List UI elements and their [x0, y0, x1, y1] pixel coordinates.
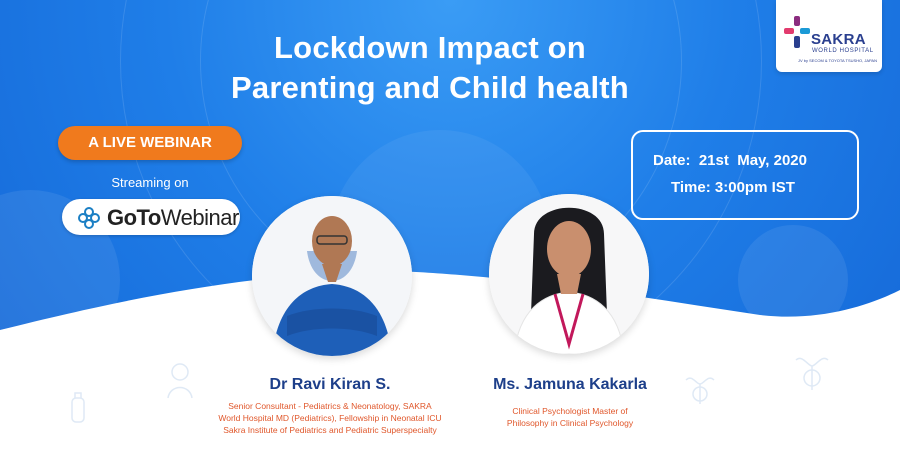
logo-subtitle: WORLD HOSPITAL [812, 48, 874, 54]
uterus-doodle-icon [790, 350, 834, 394]
gotowebinar-flower-icon [78, 207, 100, 229]
speaker-desc-line: Sakra Institute of Pediatrics and Pediatric Superspecialty [223, 425, 437, 435]
speaker-desc-line: Philosophy in Clinical Psychology [506, 418, 634, 428]
title-line-2: Parenting and Child health [231, 70, 629, 105]
speaker-desc-jamuna [460, 405, 680, 429]
speaker-name-ravi: Dr Ravi Kiran S. [269, 376, 391, 393]
page-title [150, 28, 710, 108]
event-date: Date: 21st May, 2020 [653, 152, 807, 169]
platform-name: GoToWebinar [107, 205, 239, 230]
streaming-label: Streaming on [111, 175, 189, 190]
logo-tagline: JV by SECOM & TOYOTA TSUSHO, JAPAN [798, 58, 877, 63]
event-time: Time: 3:00pm IST [671, 179, 795, 196]
gotowebinar-logo [62, 199, 240, 235]
title-line-1: Lockdown Impact on [274, 30, 586, 65]
baby-doodle-icon [160, 360, 200, 400]
sakra-cross-icon [784, 14, 810, 50]
speaker-desc-line: World Hospital MD (Pediatrics), Fellowship in Neonatal ICU [218, 413, 442, 423]
sakra-logo [776, 0, 882, 72]
uterus-doodle-icon [680, 370, 720, 410]
speaker-desc-ravi [190, 400, 470, 436]
logo-name: SAKRA [811, 31, 866, 48]
speaker-desc-line: Senior Consultant - Pediatrics & Neonatology, SAKRA [228, 401, 432, 411]
live-webinar-badge: A LIVE WEBINAR [58, 126, 242, 160]
speaker-photo-jamuna [489, 194, 649, 354]
speaker-photo-ravi [252, 196, 412, 356]
bottle-doodle-icon [60, 390, 96, 426]
schedule-box [631, 130, 859, 220]
speaker-name-jamuna: Ms. Jamuna Kakarla [493, 376, 647, 393]
speaker-desc-line: Clinical Psychologist Master of [512, 406, 628, 416]
